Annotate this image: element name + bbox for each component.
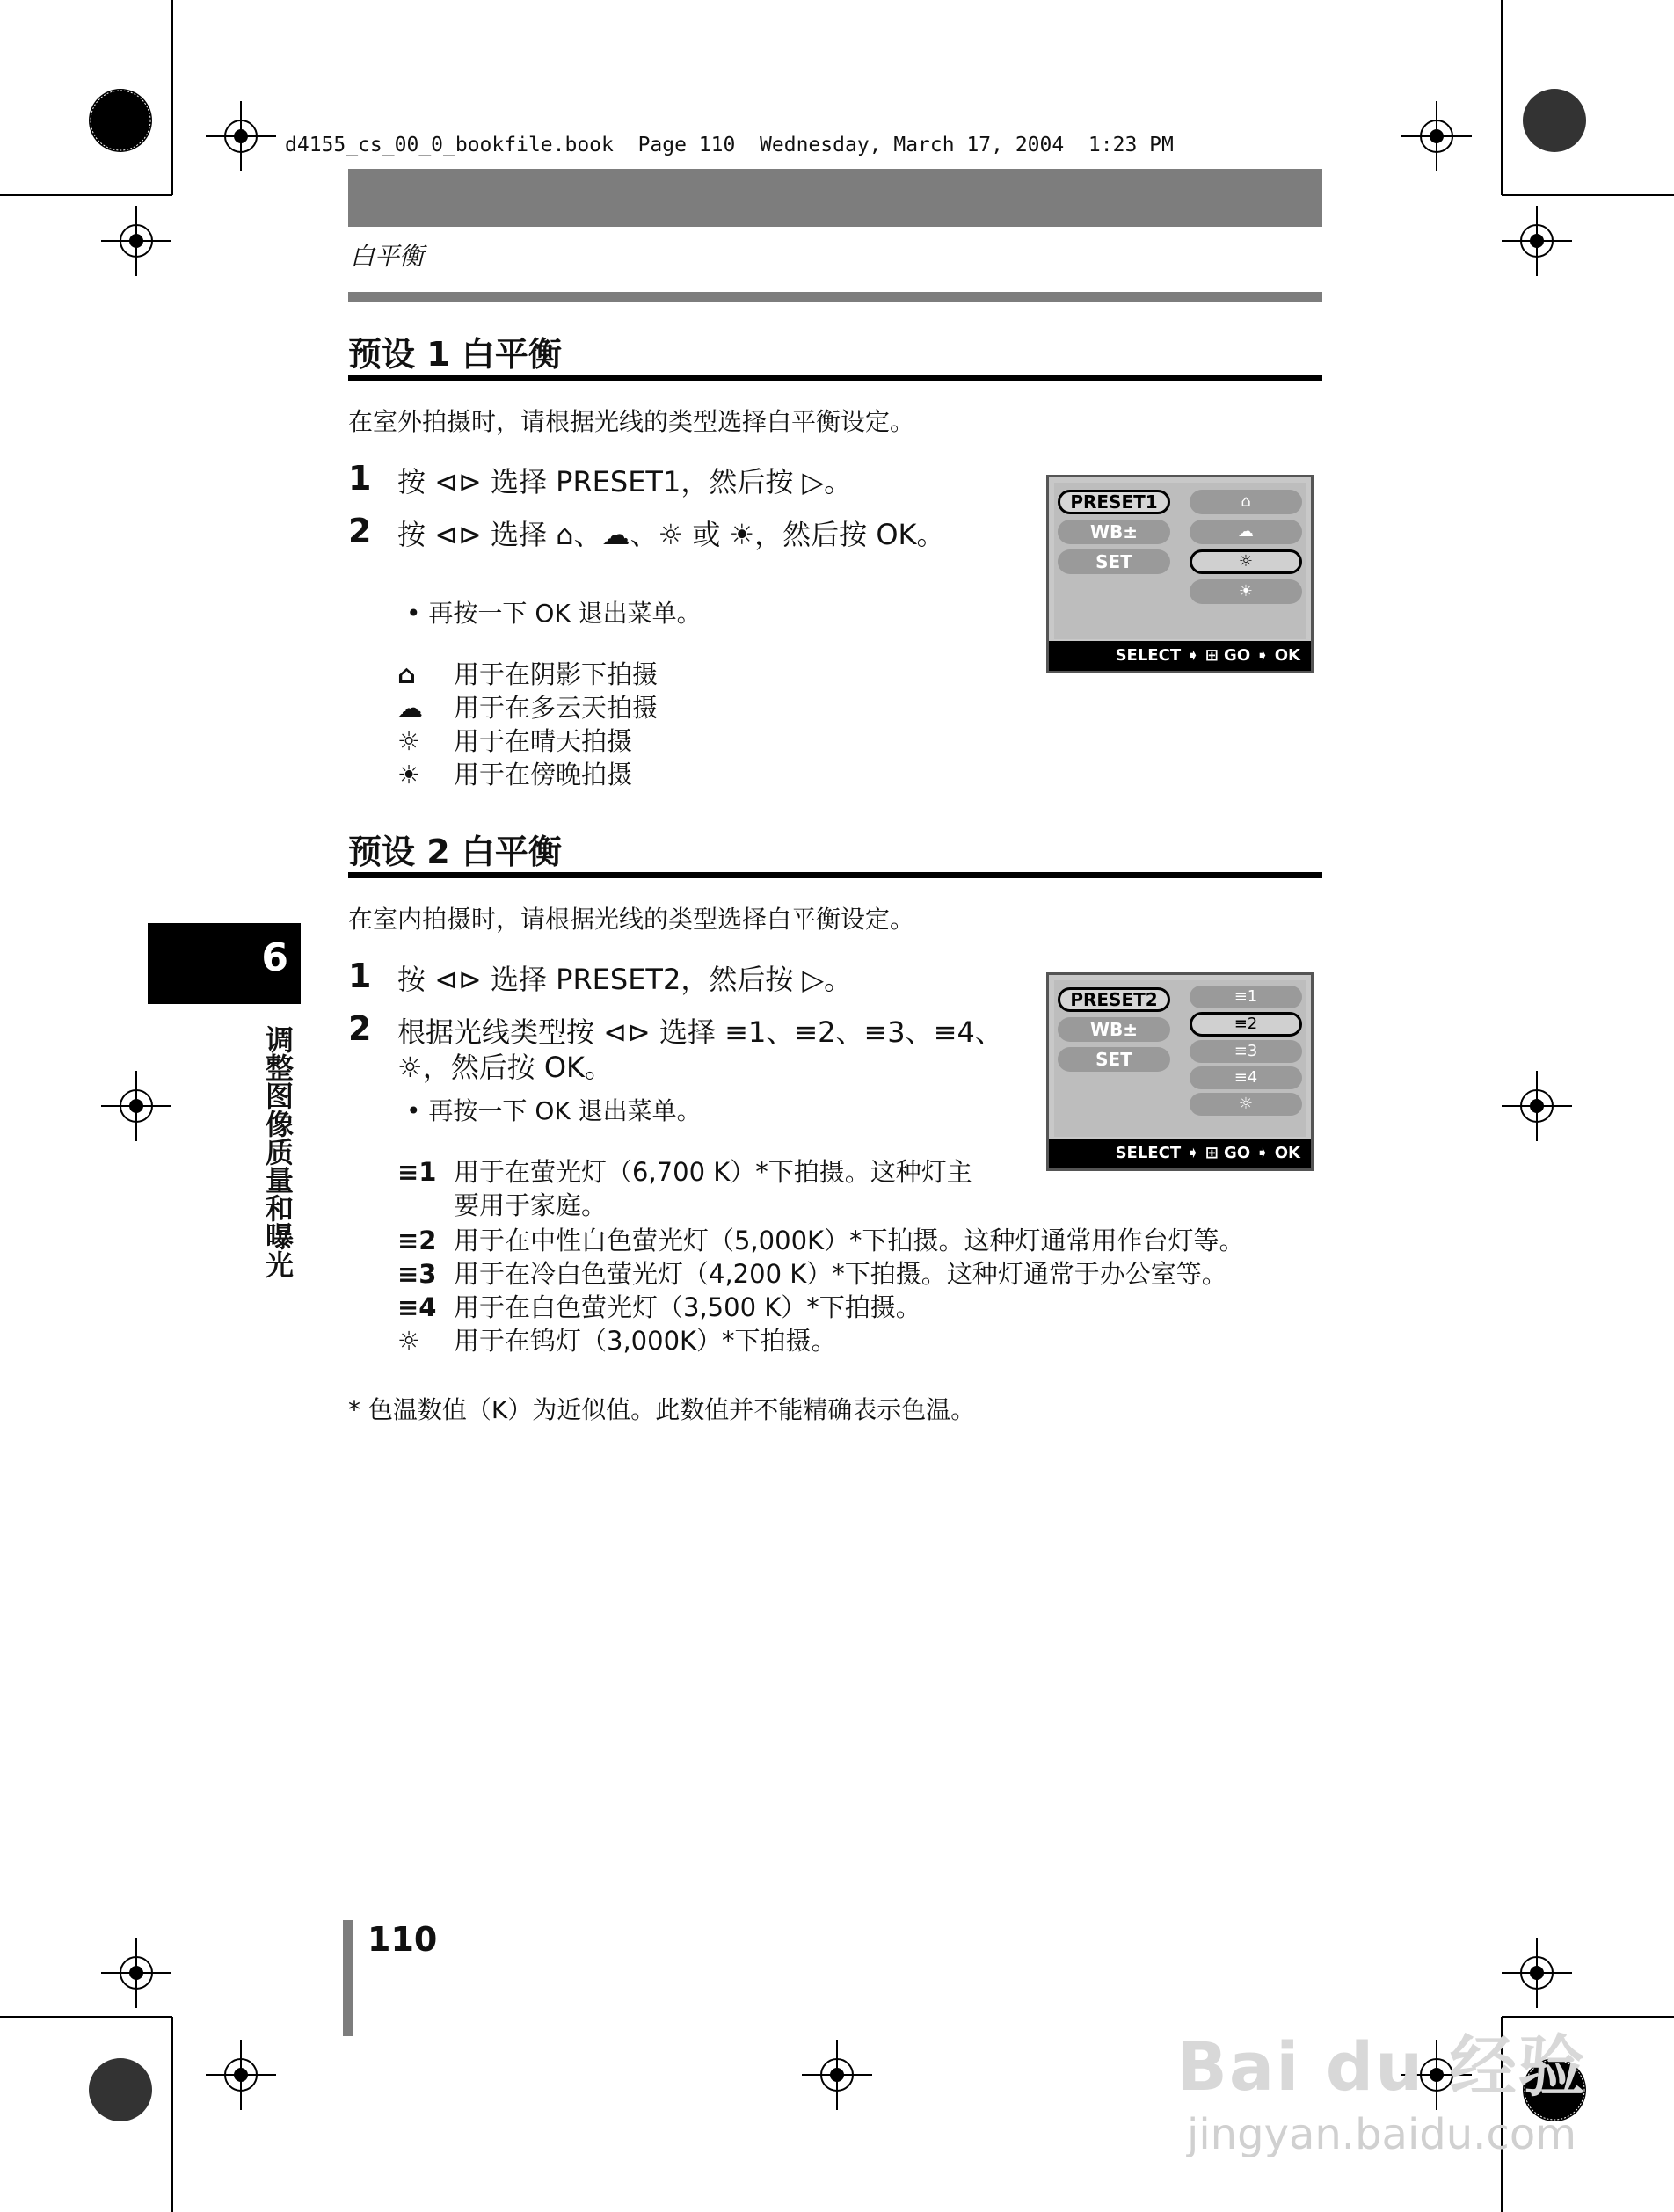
legend-text: 用于在白色萤光灯（3,500 K）*下拍摄。 <box>454 1292 921 1322</box>
legend-text: 用于在冷白色萤光灯（4,200 K）*下拍摄。这种灯通常于办公室等。 <box>454 1259 1227 1289</box>
section1-legend-shade <box>397 658 658 691</box>
option-fluorescent-2-icon: ≡2 <box>1190 1012 1302 1037</box>
legend-text: 用于在多云天拍摄 <box>454 693 659 723</box>
tungsten-icon: ☼ <box>397 1326 420 1356</box>
menu-item-set: SET <box>1058 549 1170 574</box>
cloudy-icon: ☁ <box>397 693 423 723</box>
section1-rule <box>348 375 1322 381</box>
section2-legend-fl4 <box>397 1291 921 1324</box>
section1-legend-cloudy <box>397 691 658 724</box>
fluorescent-3-icon: ≡3 <box>397 1259 437 1289</box>
option-tungsten-icon: ☼ <box>1190 1093 1302 1116</box>
evening-sun-icon: ☀ <box>397 760 420 789</box>
sunburst-mark-bottom-left <box>89 2058 152 2121</box>
chapter-number: 6 <box>261 935 288 980</box>
section2-legend-tungsten <box>397 1324 837 1357</box>
lcd-screen-preset1 <box>1046 475 1314 673</box>
file-info-line: d4155_cs_00_0_bookfile.book Page 110 Wednesday, March 17, 2004 1:23 PM <box>285 134 1174 156</box>
menu-item-set: SET <box>1058 1047 1170 1072</box>
section1-intro: 在室外拍摄时，请根据光线的类型选择白平衡设定。 <box>348 407 915 436</box>
sunny-icon: ☼ <box>397 726 420 756</box>
menu-item-wb: WB± <box>1058 1017 1170 1042</box>
page-number: 110 <box>368 1920 438 1959</box>
section2-step2-number: 2 <box>348 1009 372 1048</box>
chapter-label: 调整图像质量和曝光 <box>261 1025 295 1278</box>
lcd-footer: SELECT ➧ ⊞ GO ➧ OK <box>1049 641 1311 671</box>
section2-rule <box>348 872 1322 878</box>
section2-intro: 在室内拍摄时，请根据光线的类型选择白平衡设定。 <box>348 905 915 934</box>
section1-step2-number: 2 <box>348 512 372 550</box>
option-cloudy-icon: ☁ <box>1190 520 1302 544</box>
section2-step1-number: 1 <box>348 957 372 995</box>
footnote: * 色温数值（K）为近似值。此数值并不能精确表示色温。 <box>348 1395 976 1424</box>
menu-item-wb: WB± <box>1058 520 1170 544</box>
header-rule <box>348 292 1322 302</box>
legend-text: 用于在傍晚拍摄 <box>454 760 633 789</box>
section2-note: • 再按一下 OK 退出菜单。 <box>406 1096 702 1125</box>
option-fluorescent-1-icon: ≡1 <box>1190 986 1302 1008</box>
page-number-bar <box>343 1920 353 2036</box>
option-fluorescent-3-icon: ≡3 <box>1190 1040 1302 1063</box>
sunburst-mark-top-left <box>89 89 152 152</box>
section1-legend-sunny <box>397 724 632 758</box>
legend-text: 用于在晴天拍摄 <box>454 726 633 756</box>
section2-title: 预设 2 白平衡 <box>348 833 562 871</box>
fluorescent-4-icon: ≡4 <box>397 1292 437 1322</box>
section1-note: • 再按一下 OK 退出菜单。 <box>406 599 702 628</box>
legend-text: 用于在萤光灯（6,700 K）*下拍摄。这种灯主要用于家庭。 <box>454 1157 972 1220</box>
section2-step2-text: 根据光线类型按 ⊲⊳ 选择 ≡1、≡2、≡3、≡4、☼，然后按 OK。 <box>397 1015 1003 1084</box>
shade-icon: ⌂ <box>397 659 416 689</box>
section1-step1-number: 1 <box>348 459 372 498</box>
section1-step1-text: 按 ⊲⊳ 选择 PRESET1，然后按 ▷。 <box>397 465 853 498</box>
legend-text: 用于在中性白色萤光灯（5,000K）*下拍摄。这种灯通常用作台灯等。 <box>454 1226 1245 1255</box>
lcd-footer: SELECT ➧ ⊞ GO ➧ OK <box>1049 1139 1311 1168</box>
option-shade-icon: ⌂ <box>1190 490 1302 514</box>
legend-text: 用于在钨灯（3,000K）*下拍摄。 <box>454 1326 837 1356</box>
option-evening-icon: ☀ <box>1190 579 1302 604</box>
menu-item-preset1: PRESET1 <box>1058 490 1170 514</box>
section2-step1-text: 按 ⊲⊳ 选择 PRESET2，然后按 ▷。 <box>397 963 853 996</box>
option-fluorescent-4-icon: ≡4 <box>1190 1066 1302 1089</box>
header-bar <box>348 169 1322 227</box>
option-sunny-icon: ☼ <box>1190 549 1302 574</box>
fluorescent-2-icon: ≡2 <box>397 1226 437 1255</box>
lcd-screen-preset2 <box>1046 972 1314 1171</box>
fluorescent-1-icon: ≡1 <box>397 1157 437 1187</box>
watermark-brand: Bai du 经验 <box>1176 2027 1587 2106</box>
watermark-url: jingyan.baidu.com <box>1187 2110 1576 2159</box>
section2-legend-fl3 <box>397 1257 1329 1291</box>
menu-item-preset2: PRESET2 <box>1058 987 1170 1012</box>
sunburst-mark-top-right <box>1523 89 1586 152</box>
section2-legend-fl2 <box>397 1224 1329 1257</box>
section1-legend-evening <box>397 758 632 791</box>
section1-step2-text: 按 ⊲⊳ 选择 ⌂、☁、☼ 或 ☀，然后按 OK。 <box>397 518 945 551</box>
running-head: 白平衡 <box>350 242 425 271</box>
chapter-tab <box>148 923 301 1004</box>
section1-title: 预设 1 白平衡 <box>348 335 562 374</box>
legend-text: 用于在阴影下拍摄 <box>454 659 659 689</box>
